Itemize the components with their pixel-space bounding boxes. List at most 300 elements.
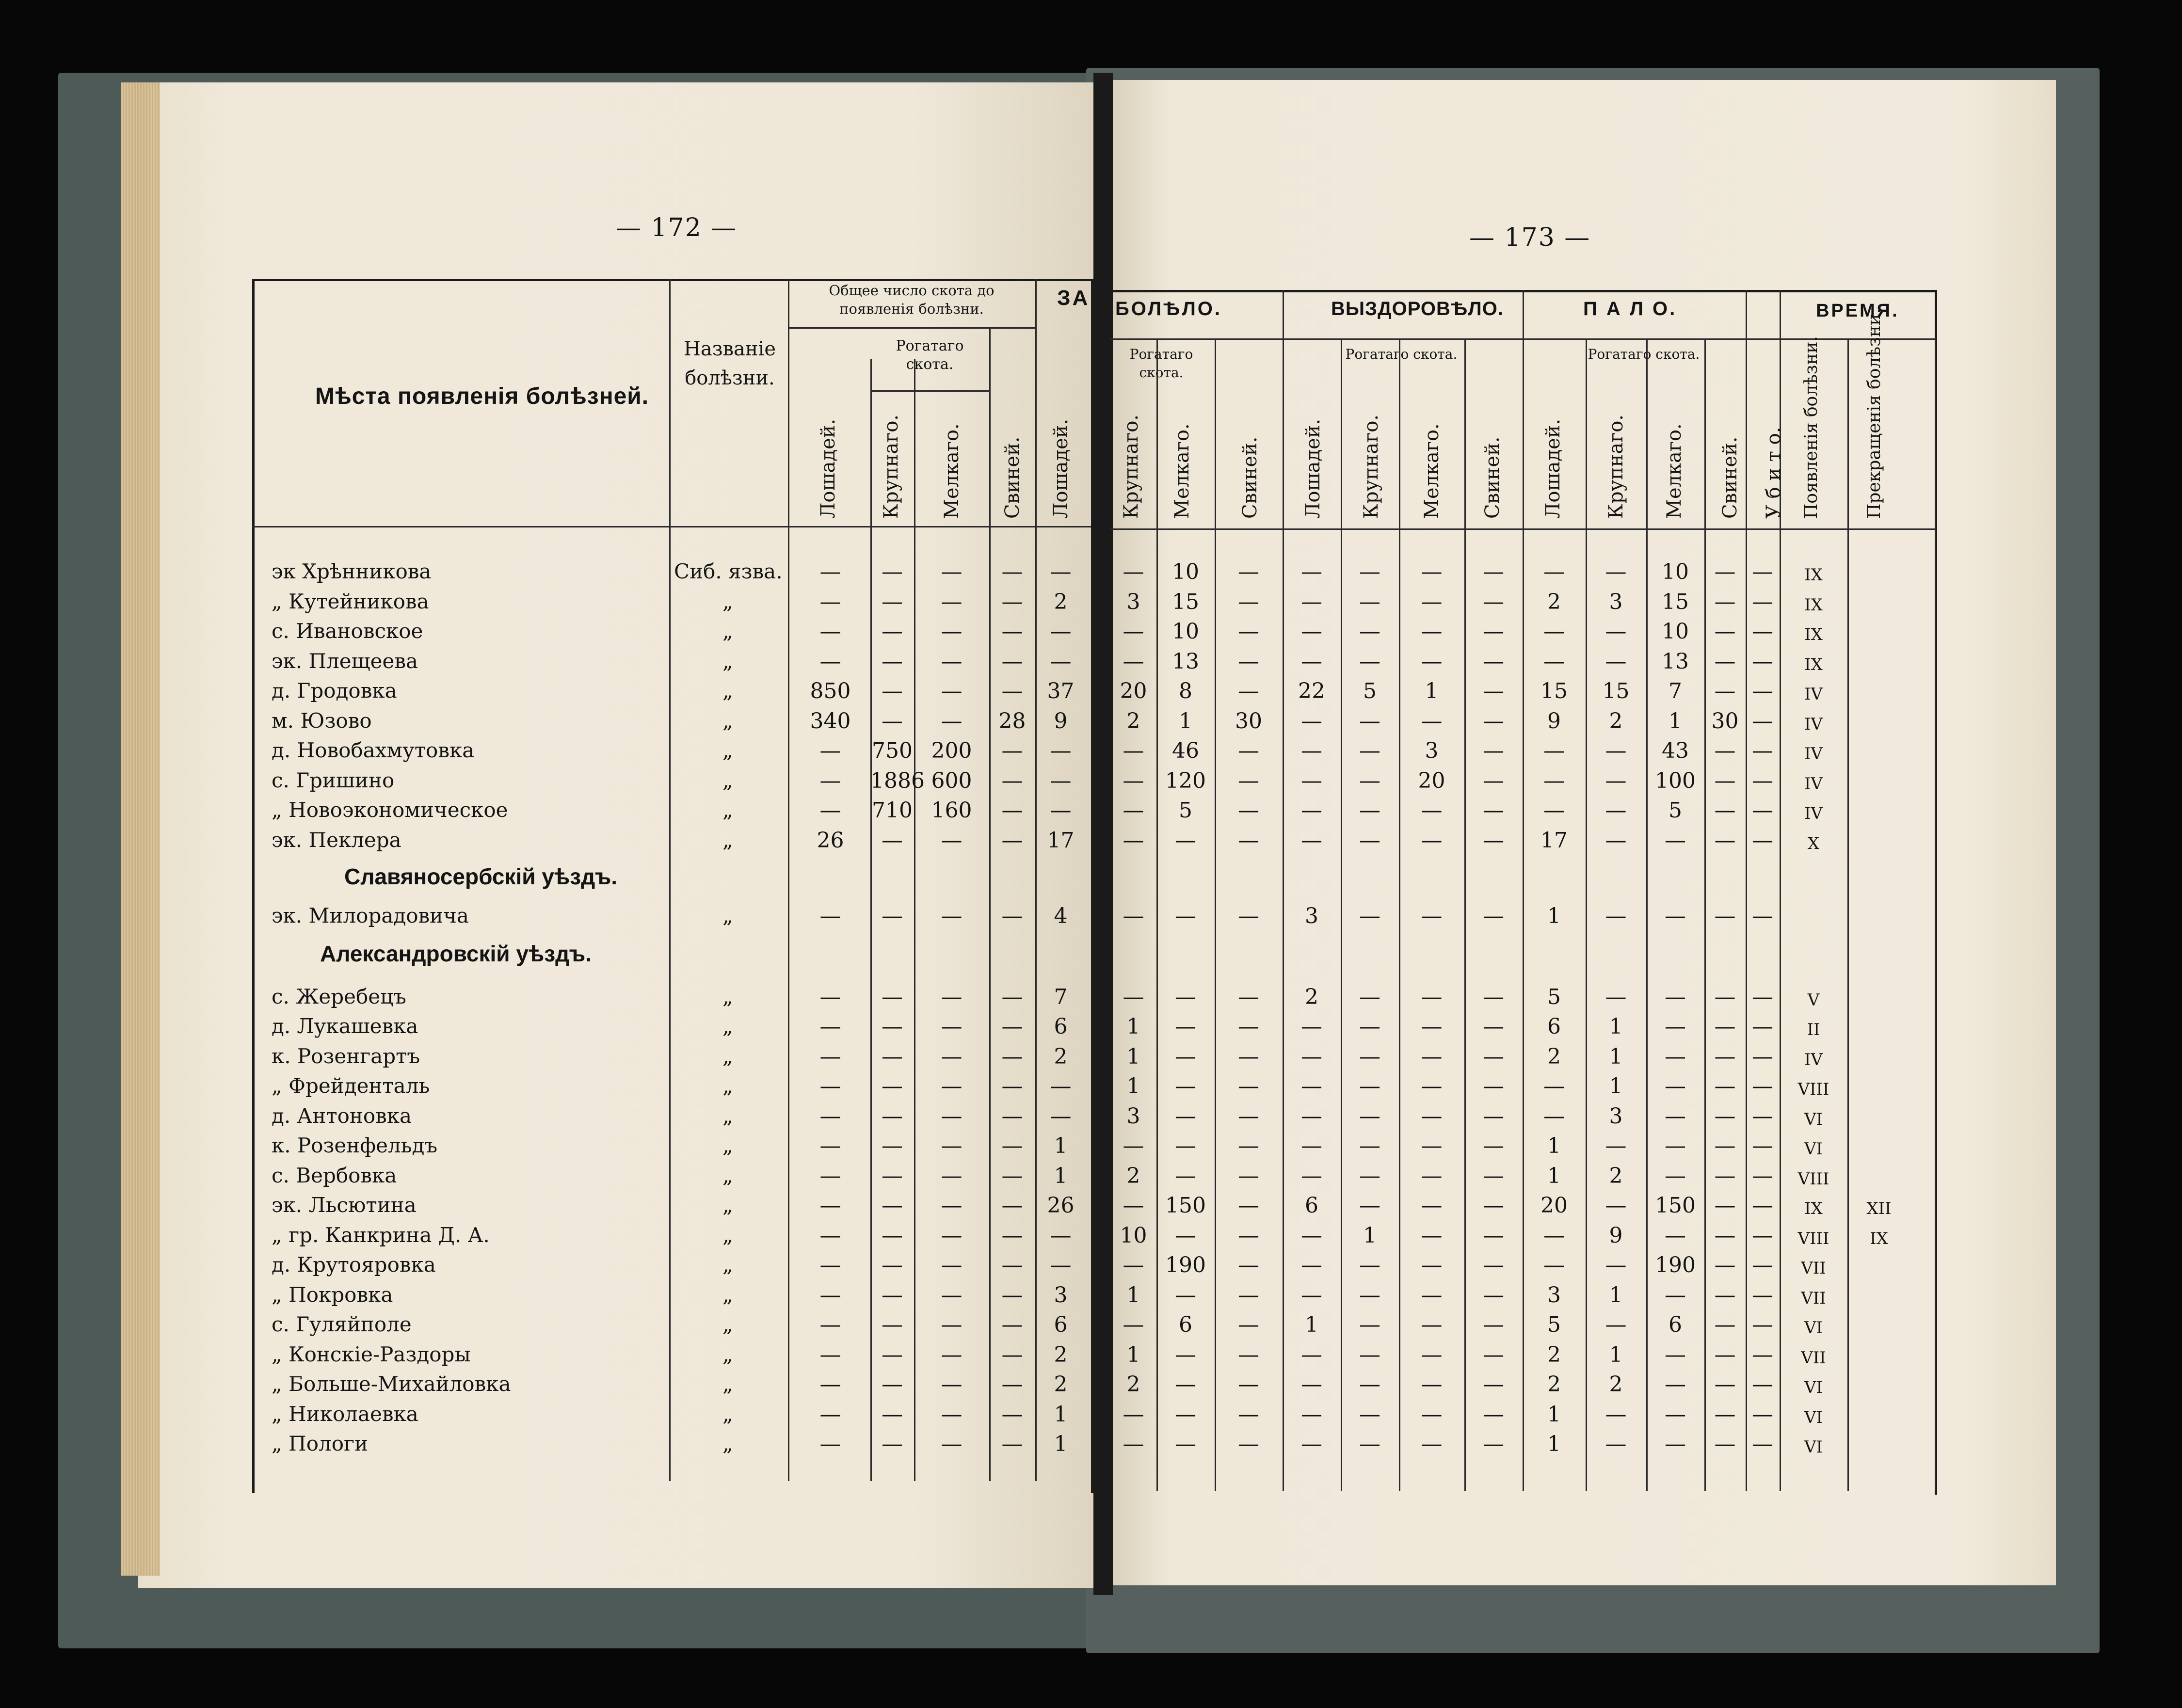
table-cell: — bbox=[1175, 1282, 1196, 1308]
table-cell: — bbox=[1605, 1402, 1627, 1427]
table-cell: 1 bbox=[1547, 1133, 1561, 1158]
col-divider bbox=[1780, 290, 1781, 1491]
table-cell: 1 bbox=[1126, 1044, 1140, 1069]
disease-name: „ bbox=[722, 1342, 733, 1366]
table-cell: — bbox=[819, 1193, 841, 1218]
table-cell: 10 bbox=[1662, 619, 1689, 644]
table-cell: — bbox=[882, 1402, 903, 1427]
table-cell: 150 bbox=[1655, 1193, 1696, 1218]
table-cell: — bbox=[819, 738, 841, 763]
table-cell: — bbox=[1752, 738, 1773, 763]
table-cell: — bbox=[1001, 1402, 1023, 1427]
table-cell: IV bbox=[1804, 714, 1823, 734]
table-cell: 3 bbox=[1054, 1282, 1068, 1308]
table-cell: — bbox=[1483, 798, 1504, 823]
table-cell: — bbox=[1483, 1163, 1504, 1188]
table-cell: 1 bbox=[1609, 1282, 1623, 1308]
table-cell: VI bbox=[1804, 1109, 1823, 1129]
header-v-large: Крупнаго. bbox=[1360, 414, 1382, 519]
table-cell: — bbox=[1752, 1402, 1773, 1427]
table-cell: — bbox=[1175, 1342, 1196, 1367]
place-name: д. Антоновка bbox=[272, 1103, 412, 1128]
place-name: с. Гуляйполе bbox=[272, 1312, 412, 1336]
table-cell: — bbox=[1238, 1223, 1259, 1248]
header-horses: Лошадей. bbox=[817, 418, 839, 519]
table-cell: — bbox=[1359, 1044, 1380, 1069]
table-cell: 2 bbox=[1054, 1044, 1068, 1069]
table-cell: — bbox=[1605, 1253, 1627, 1277]
table-cell: IX bbox=[1804, 654, 1823, 674]
table-cell: — bbox=[1752, 1223, 1773, 1248]
table-cell: — bbox=[1359, 619, 1380, 644]
table-cell: — bbox=[1714, 1342, 1736, 1367]
table-cell: — bbox=[1175, 1044, 1196, 1069]
table-cell: — bbox=[882, 708, 903, 734]
table-cell: — bbox=[1752, 619, 1773, 644]
table-cell: — bbox=[941, 708, 963, 734]
subheader-rule bbox=[870, 390, 989, 392]
table-cell: 6 bbox=[1054, 1312, 1068, 1337]
table-cell: — bbox=[1175, 904, 1196, 928]
header-vyzdorovelo: ВЫЗДОРОВѢЛО. bbox=[1331, 298, 1504, 319]
table-cell: — bbox=[1543, 1074, 1565, 1099]
table-cell: — bbox=[941, 1044, 963, 1069]
table-cell: — bbox=[1421, 1342, 1443, 1367]
table-cell: — bbox=[941, 1282, 963, 1308]
table-cell: VII bbox=[1801, 1348, 1826, 1368]
table-cell: — bbox=[1421, 1282, 1443, 1308]
table-cell: — bbox=[1123, 1312, 1144, 1337]
place-name: эк. Льсютина bbox=[272, 1193, 417, 1217]
table-cell: — bbox=[1665, 984, 1686, 1009]
table-cell: — bbox=[1175, 1372, 1196, 1397]
table-cell: — bbox=[941, 904, 963, 928]
table-cell: — bbox=[1714, 1312, 1736, 1337]
table-cell: 1 bbox=[1609, 1014, 1623, 1039]
table-cell: — bbox=[1238, 1163, 1259, 1188]
table-cell: — bbox=[1752, 1014, 1773, 1039]
col-divider bbox=[669, 279, 671, 1481]
table-cell: — bbox=[1421, 1312, 1443, 1337]
table-cell: — bbox=[1752, 1312, 1773, 1337]
table-cell: — bbox=[819, 1133, 841, 1158]
table-cell: 6 bbox=[1305, 1193, 1318, 1218]
table-cell: 20 bbox=[1120, 679, 1147, 703]
table-cell: — bbox=[1175, 1133, 1196, 1158]
table-cell: — bbox=[1001, 904, 1023, 928]
header-v-small: Мелкаго. bbox=[1421, 423, 1443, 519]
table-cell: — bbox=[882, 1133, 903, 1158]
table-cell: — bbox=[1359, 828, 1380, 853]
table-cell: 1 bbox=[1547, 1432, 1561, 1456]
table-cell: 26 bbox=[817, 828, 844, 853]
table-cell: — bbox=[1238, 984, 1259, 1009]
header-horned-cattle: Рогатаго скота. bbox=[896, 337, 964, 373]
table-cell: — bbox=[1238, 738, 1259, 763]
table-cell: — bbox=[1123, 619, 1144, 644]
table-cell: — bbox=[1301, 798, 1322, 823]
table-cell: — bbox=[1605, 984, 1627, 1009]
table-cell: — bbox=[1421, 1402, 1443, 1427]
table-cell: IX bbox=[1804, 1199, 1823, 1218]
table-cell: — bbox=[1665, 1044, 1686, 1069]
table-cell: — bbox=[1123, 904, 1144, 928]
table-cell: — bbox=[1421, 589, 1443, 614]
table-cell: — bbox=[882, 1312, 903, 1337]
header-p-pigs: Свиней. bbox=[1719, 436, 1741, 519]
table-cell: 3 bbox=[1305, 904, 1318, 928]
table-cell: 6 bbox=[1547, 1014, 1561, 1039]
table-cell: 6 bbox=[1054, 1014, 1068, 1039]
col-divider bbox=[1646, 338, 1648, 1491]
table-cell: — bbox=[1483, 1372, 1504, 1397]
table-cell: — bbox=[1359, 559, 1380, 584]
table-cell: — bbox=[1123, 1402, 1144, 1427]
table-cell: — bbox=[819, 1163, 841, 1188]
table-cell: — bbox=[1483, 1402, 1504, 1427]
table-cell: — bbox=[1483, 708, 1504, 734]
table-cell: VI bbox=[1804, 1139, 1823, 1159]
table-cell: — bbox=[1001, 1342, 1023, 1367]
table-cell: — bbox=[1714, 1282, 1736, 1308]
col-divider bbox=[1586, 338, 1587, 1491]
disease-name: „ bbox=[722, 1223, 733, 1247]
table-cell: IX bbox=[1804, 595, 1823, 615]
table-cell: — bbox=[1714, 828, 1736, 853]
table-cell: — bbox=[882, 1193, 903, 1218]
disease-name: „ bbox=[722, 1282, 733, 1307]
table-cell: — bbox=[1714, 1163, 1736, 1188]
table-cell: — bbox=[1714, 589, 1736, 614]
table-cell: — bbox=[1359, 1014, 1380, 1039]
table-cell: — bbox=[1238, 619, 1259, 644]
table-cell: — bbox=[1359, 1282, 1380, 1308]
header-disease-name: Названіе болѣзни. bbox=[683, 338, 776, 389]
disease-name: „ bbox=[722, 619, 733, 643]
disease-name: „ bbox=[722, 1312, 733, 1336]
table-cell: 10 bbox=[1662, 559, 1689, 584]
table-cell: — bbox=[819, 1282, 841, 1308]
table-cell: — bbox=[1714, 1193, 1736, 1218]
header-ubito: У б и т о. bbox=[1763, 427, 1785, 519]
table-cell: — bbox=[941, 1312, 963, 1337]
table-cell: — bbox=[1483, 559, 1504, 584]
table-cell: 10 bbox=[1172, 559, 1199, 584]
table-cell: — bbox=[1238, 1044, 1259, 1069]
table-cell: — bbox=[1359, 1432, 1380, 1456]
table-cell: 1 bbox=[1054, 1432, 1068, 1456]
table-cell: — bbox=[1752, 1103, 1773, 1129]
table-cell: — bbox=[1605, 738, 1627, 763]
disease-name: „ bbox=[722, 1133, 733, 1157]
place-name: „ Фрейденталь bbox=[272, 1074, 430, 1098]
table-cell: — bbox=[1001, 649, 1023, 674]
col-divider bbox=[1935, 338, 1936, 1491]
table-cell: — bbox=[819, 1312, 841, 1337]
table-cell: — bbox=[1483, 984, 1504, 1009]
table-cell: — bbox=[1605, 559, 1627, 584]
table-cell: — bbox=[1752, 1193, 1773, 1218]
table-cell: — bbox=[1050, 1223, 1072, 1248]
table-cell: — bbox=[1238, 1432, 1259, 1456]
table-cell: 1 bbox=[1363, 1223, 1377, 1248]
place-name: „ Больше-Михайловка bbox=[272, 1372, 511, 1396]
table-cell: — bbox=[1483, 1312, 1504, 1337]
table-cell: — bbox=[1714, 1074, 1736, 1099]
table-cell: — bbox=[1483, 1044, 1504, 1069]
table-cell: — bbox=[1752, 1342, 1773, 1367]
table-cell: — bbox=[882, 1103, 903, 1129]
table-cell: 17 bbox=[1047, 828, 1075, 853]
table-cell: — bbox=[882, 1372, 903, 1397]
table-cell: — bbox=[819, 1342, 841, 1367]
table-cell: — bbox=[1483, 1223, 1504, 1248]
table-cell: — bbox=[882, 984, 903, 1009]
header-total-cattle: Общее число скота до появленія болѣзни. bbox=[829, 282, 995, 317]
place-name: к. Розенфельдъ bbox=[272, 1133, 438, 1157]
table-cell: — bbox=[1421, 1223, 1443, 1248]
table-cell: — bbox=[1359, 1133, 1380, 1158]
place-name: „ Кутейникова bbox=[272, 589, 429, 613]
table-cell: — bbox=[1359, 1372, 1380, 1397]
table-cell: — bbox=[1359, 1342, 1380, 1367]
table-cell: — bbox=[1301, 619, 1322, 644]
table-cell: — bbox=[1238, 798, 1259, 823]
table-cell: 26 bbox=[1047, 1193, 1075, 1218]
table-cell: — bbox=[1175, 984, 1196, 1009]
table-cell: — bbox=[1665, 1402, 1686, 1427]
col-divider bbox=[1746, 290, 1747, 1491]
table-cell: 5 bbox=[1363, 679, 1377, 703]
table-cell: — bbox=[1483, 679, 1504, 703]
table-cell: — bbox=[1665, 904, 1686, 928]
table-cell: — bbox=[1238, 1074, 1259, 1099]
table-cell: — bbox=[1421, 1372, 1443, 1397]
table-cell: — bbox=[819, 619, 841, 644]
table-cell: — bbox=[1001, 1253, 1023, 1277]
table-cell: 2 bbox=[1054, 1342, 1068, 1367]
table-cell: — bbox=[941, 1103, 963, 1129]
table-cell: — bbox=[882, 828, 903, 853]
table-cell: 2 bbox=[1547, 1044, 1561, 1069]
table-cell: 6 bbox=[1179, 1312, 1192, 1337]
table-cell: 1 bbox=[1054, 1133, 1068, 1158]
table-cell: — bbox=[1050, 768, 1072, 793]
table-cell: — bbox=[882, 679, 903, 703]
table-cell: — bbox=[1665, 1342, 1686, 1367]
table-cell: — bbox=[1001, 798, 1023, 823]
table-cell: 190 bbox=[1655, 1253, 1696, 1277]
table-cell: — bbox=[941, 1432, 963, 1456]
table-cell: — bbox=[1665, 1163, 1686, 1188]
table-cell: — bbox=[1001, 1372, 1023, 1397]
table-cell: — bbox=[1175, 828, 1196, 853]
place-name: с. Гришино bbox=[272, 768, 395, 792]
table-cell: VII bbox=[1801, 1288, 1826, 1308]
table-cell: — bbox=[1665, 1432, 1686, 1456]
place-name: эк. Плещеева bbox=[272, 649, 418, 673]
table-cell: — bbox=[1483, 589, 1504, 614]
table-cell: — bbox=[1714, 798, 1736, 823]
table-cell: — bbox=[1665, 1223, 1686, 1248]
table-cell: — bbox=[819, 1432, 841, 1456]
place-name: „ Новоэкономическое bbox=[272, 798, 508, 822]
table-cell: 2 bbox=[1054, 1372, 1068, 1397]
table-cell: 1886 bbox=[870, 768, 925, 793]
table-cell: — bbox=[1001, 1103, 1023, 1129]
table-cell: — bbox=[1752, 1044, 1773, 1069]
table-cell: — bbox=[1714, 1402, 1736, 1427]
table-cell: 8 bbox=[1179, 679, 1192, 703]
table-cell: — bbox=[882, 559, 903, 584]
table-cell: — bbox=[941, 1163, 963, 1188]
table-cell: — bbox=[1050, 1103, 1072, 1129]
table-cell: — bbox=[1123, 738, 1144, 763]
table-cell: 28 bbox=[998, 708, 1026, 734]
table-cell: — bbox=[1359, 798, 1380, 823]
table-cell: VI bbox=[1804, 1437, 1823, 1457]
table-cell: — bbox=[1123, 828, 1144, 853]
table-cell: 100 bbox=[1655, 768, 1696, 793]
table-cell: — bbox=[1752, 768, 1773, 793]
table-cell: — bbox=[941, 984, 963, 1009]
table-cell: — bbox=[1359, 1103, 1380, 1129]
place-name: д. Гродовка bbox=[272, 679, 397, 702]
table-cell: VI bbox=[1804, 1407, 1823, 1427]
table-cell: 1 bbox=[1126, 1074, 1140, 1099]
table-cell: — bbox=[1359, 589, 1380, 614]
table-cell: — bbox=[1483, 904, 1504, 928]
disease-name: „ bbox=[722, 679, 733, 702]
table-cell: 3 bbox=[1547, 1282, 1561, 1308]
table-cell: 20 bbox=[1418, 768, 1445, 793]
table-cell: 3 bbox=[1126, 1103, 1140, 1129]
table-cell: — bbox=[1301, 589, 1322, 614]
table-cell: — bbox=[1301, 1253, 1322, 1277]
table-cell: — bbox=[819, 1103, 841, 1129]
col-divider bbox=[1704, 338, 1706, 1491]
table-cell: — bbox=[1483, 619, 1504, 644]
table-cell: — bbox=[1543, 619, 1565, 644]
table-cell: — bbox=[1301, 1432, 1322, 1456]
table-cell: — bbox=[1483, 1342, 1504, 1367]
table-cell: — bbox=[1483, 768, 1504, 793]
table-cell: — bbox=[1175, 1402, 1196, 1427]
col-divider bbox=[788, 279, 789, 1481]
table-cell: — bbox=[1359, 738, 1380, 763]
table-cell: — bbox=[1001, 1432, 1023, 1456]
disease-name: „ bbox=[722, 1014, 733, 1038]
table-cell: — bbox=[1238, 828, 1259, 853]
table-cell: — bbox=[1359, 1074, 1380, 1099]
disease-name: „ bbox=[722, 738, 733, 762]
table-cell: 2 bbox=[1547, 1342, 1561, 1367]
table-cell: 120 bbox=[1165, 768, 1206, 793]
table-cell: — bbox=[1301, 708, 1322, 734]
table-cell: 750 bbox=[872, 738, 913, 763]
place-name: „ Конскіе-Раздоры bbox=[272, 1342, 471, 1366]
table-cell: 10 bbox=[1172, 619, 1199, 644]
table-cell: — bbox=[1123, 984, 1144, 1009]
table-cell: 15 bbox=[1540, 679, 1568, 703]
table-cell: 17 bbox=[1540, 828, 1568, 853]
place-name: д. Новобахмутовка bbox=[272, 738, 475, 762]
table-cell: 710 bbox=[872, 798, 913, 823]
table-cell: — bbox=[1665, 1133, 1686, 1158]
table-cell: — bbox=[1238, 589, 1259, 614]
table-cell: — bbox=[1301, 1103, 1322, 1129]
table-cell: II bbox=[1807, 1020, 1820, 1039]
table-cell: — bbox=[1301, 1044, 1322, 1069]
table-cell: — bbox=[1301, 1133, 1322, 1158]
table-cell: 9 bbox=[1054, 708, 1068, 734]
table-cell: — bbox=[1238, 1193, 1259, 1218]
table-cell: — bbox=[1359, 768, 1380, 793]
table-cell: VIII bbox=[1797, 1080, 1829, 1099]
table-cell: 7 bbox=[1669, 679, 1682, 703]
table-cell: — bbox=[1605, 1312, 1627, 1337]
table-cell: — bbox=[1714, 679, 1736, 703]
table-cell: IX bbox=[1870, 1229, 1888, 1248]
table-cell: — bbox=[1752, 1253, 1773, 1277]
table-cell: 4 bbox=[1054, 904, 1068, 928]
table-cell: 1 bbox=[1547, 1163, 1561, 1188]
table-cell: — bbox=[1421, 1193, 1443, 1218]
table-cell: — bbox=[1483, 828, 1504, 853]
header-p-small: Мелкаго. bbox=[1663, 423, 1685, 519]
table-cell: 37 bbox=[1047, 679, 1075, 703]
table-cell: — bbox=[1123, 1193, 1144, 1218]
table-cell: — bbox=[1543, 649, 1565, 674]
place-name: эк. Пеклера bbox=[272, 828, 401, 852]
place-name: с. Жеребецъ bbox=[272, 984, 406, 1008]
table-cell: — bbox=[882, 1432, 903, 1456]
table-cell: — bbox=[1301, 768, 1322, 793]
table-cell: 13 bbox=[1662, 649, 1689, 674]
table-cell: — bbox=[1050, 649, 1072, 674]
header-p-horses: Лошадей. bbox=[1542, 418, 1564, 519]
table-cell: 46 bbox=[1172, 738, 1199, 763]
table-cell: — bbox=[1483, 1432, 1504, 1456]
table-cell: 3 bbox=[1609, 589, 1623, 614]
table-cell: — bbox=[941, 1074, 963, 1099]
place-name: „ Пологи bbox=[272, 1432, 368, 1455]
table-cell: — bbox=[1238, 649, 1259, 674]
table-cell: — bbox=[1714, 1432, 1736, 1456]
table-cell: — bbox=[819, 1223, 841, 1248]
table-cell: — bbox=[1483, 649, 1504, 674]
table-cell: — bbox=[1421, 1432, 1443, 1456]
table-cell: — bbox=[1543, 1223, 1565, 1248]
header-horned-cattle-p: Рогатаго скота. bbox=[1588, 346, 1700, 362]
disease-name: „ bbox=[722, 649, 733, 673]
table-cell: 200 bbox=[931, 738, 972, 763]
place-name: с. Вербовка bbox=[272, 1163, 397, 1187]
table-cell: 13 bbox=[1172, 649, 1199, 674]
table-cell: — bbox=[1175, 1163, 1196, 1188]
header-v-horses: Лошадей. bbox=[1302, 418, 1324, 519]
disease-name: „ bbox=[722, 798, 733, 822]
table-cell: — bbox=[1752, 904, 1773, 928]
table-cell: — bbox=[1123, 1253, 1144, 1277]
table-cell: — bbox=[1752, 1133, 1773, 1158]
disease-name: „ bbox=[722, 1432, 733, 1455]
table-cell: — bbox=[1714, 984, 1736, 1009]
table-cell: — bbox=[1238, 1342, 1259, 1367]
table-cell: IX bbox=[1804, 565, 1823, 585]
table-cell: — bbox=[882, 1223, 903, 1248]
table-cell: — bbox=[1483, 1074, 1504, 1099]
